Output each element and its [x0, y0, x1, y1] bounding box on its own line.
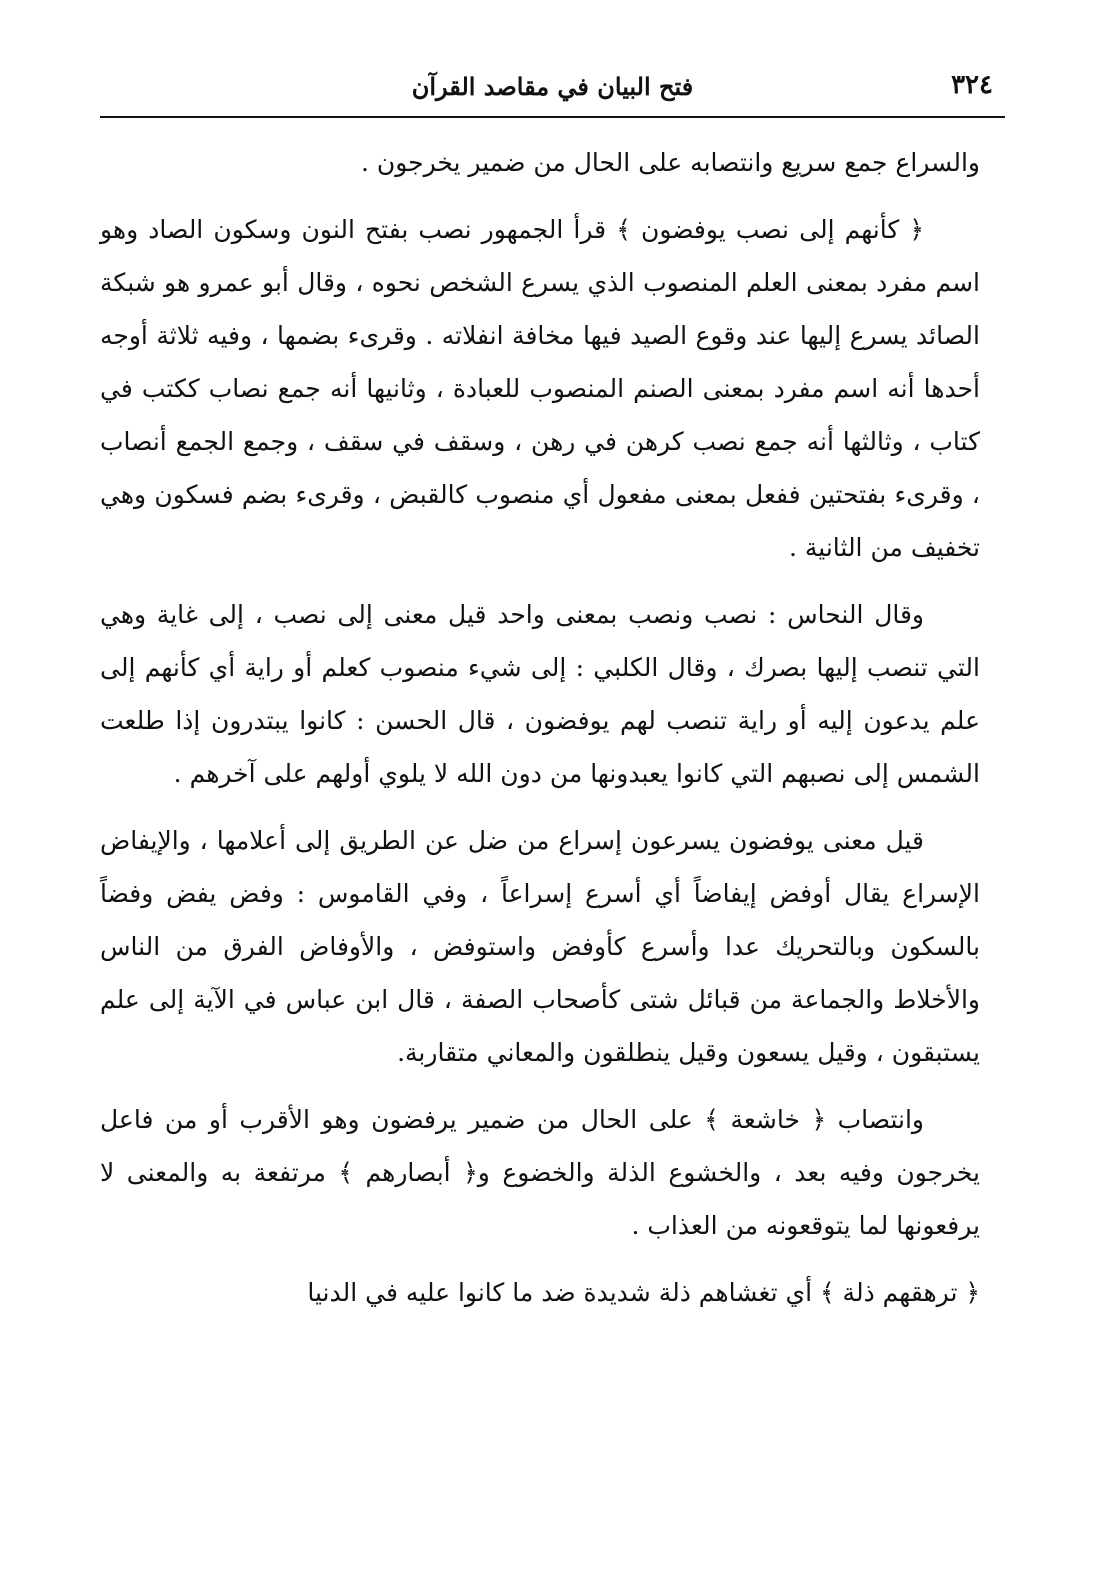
paragraph-3: وقال النحاس : نصب ونصب بمعنى واحد قيل معنى إلى نصب ، إلى غاية وهي التي تنصب إليها بصرك ، وقال الكلبي : إلى شيء منصوب كعلم أو راية أي كأنهم إلى علم يدعون إليه أو راية تنصب لهم يوفضون ، قال الحسن : كانوا يبتدرون إذا طلعت الشمس إلى نصبهم التي كانوا يعبدونها من دون الله لا يلوي أولهم على آخرهم . [100, 600, 980, 788]
running-title: فتح البيان في مقاصد القرآن [411, 72, 694, 101]
page-number: ٣٢٤ [951, 70, 993, 100]
page-header [100, 68, 1005, 116]
header-rule [100, 116, 1005, 118]
paragraph-1: والسراع جمع سريع وانتصابه على الحال من ضمير يخرجون . [360, 148, 980, 177]
body-text [100, 136, 980, 1333]
paragraph-5: وانتصاب ﴿ خاشعة ﴾ على الحال من ضمير يرفضون وهو الأقرب أو من فاعل يخرجون وفيه بعد ، والخشوع الذلة والخضوع و﴿ أبصارهم ﴾ مرتفعة به والمعنى لا يرفعونها لما يتوقعونه من العذاب . [100, 1105, 980, 1240]
paragraph-2: ﴿ كأنهم إلى نصب يوفضون ﴾ قرأ الجمهور نصب بفتح النون وسكون الصاد وهو اسم مفرد بمعنى العلم المنصوب الذي يسرع الشخص نحوه ، وقال أبو عمرو هو شبكة الصائد يسرع إليها عند وقوع الصيد فيها مخافة انفلاته . وقرىء بضمها ، وفيه ثلاثة أوجه أحدها أنه اسم مفرد بمعنى الصنم المنصوب للعبادة ، وثانيها أنه جمع نصاب ككتب في كتاب ، وثالثها أنه جمع نصب كرهن في رهن ، وسقف في سقف ، وجمع الجمع أنصاب ، وقرىء بفتحتين ففعل بمعنى مفعول أي منصوب كالقبض ، وقرىء بضم فسكون وهي تخفيف من الثانية . [100, 215, 980, 562]
paragraph-4: قيل معنى يوفضون يسرعون إسراع من ضل عن الطريق إلى أعلامها ، والإيفاض الإسراع يقال أوفض إيفاضاً أي أسرع إسراعاً ، وفي القاموس : وفض يفض وفضاً بالسكون وبالتحريك عدا وأسرع كأوفض واستوفض ، والأوفاض الفرق من الناس والأخلاط والجماعة من قبائل شتى كأصحاب الصفة ، قال ابن عباس في الآية إلى علم يستبقون ، وقيل يسعون وقيل ينطلقون والمعاني متقاربة. [100, 826, 980, 1067]
paragraph-6: ﴿ ترهقهم ذلة ﴾ أي تغشاهم ذلة شديدة ضد ما كانوا عليه في الدنيا [307, 1278, 980, 1307]
